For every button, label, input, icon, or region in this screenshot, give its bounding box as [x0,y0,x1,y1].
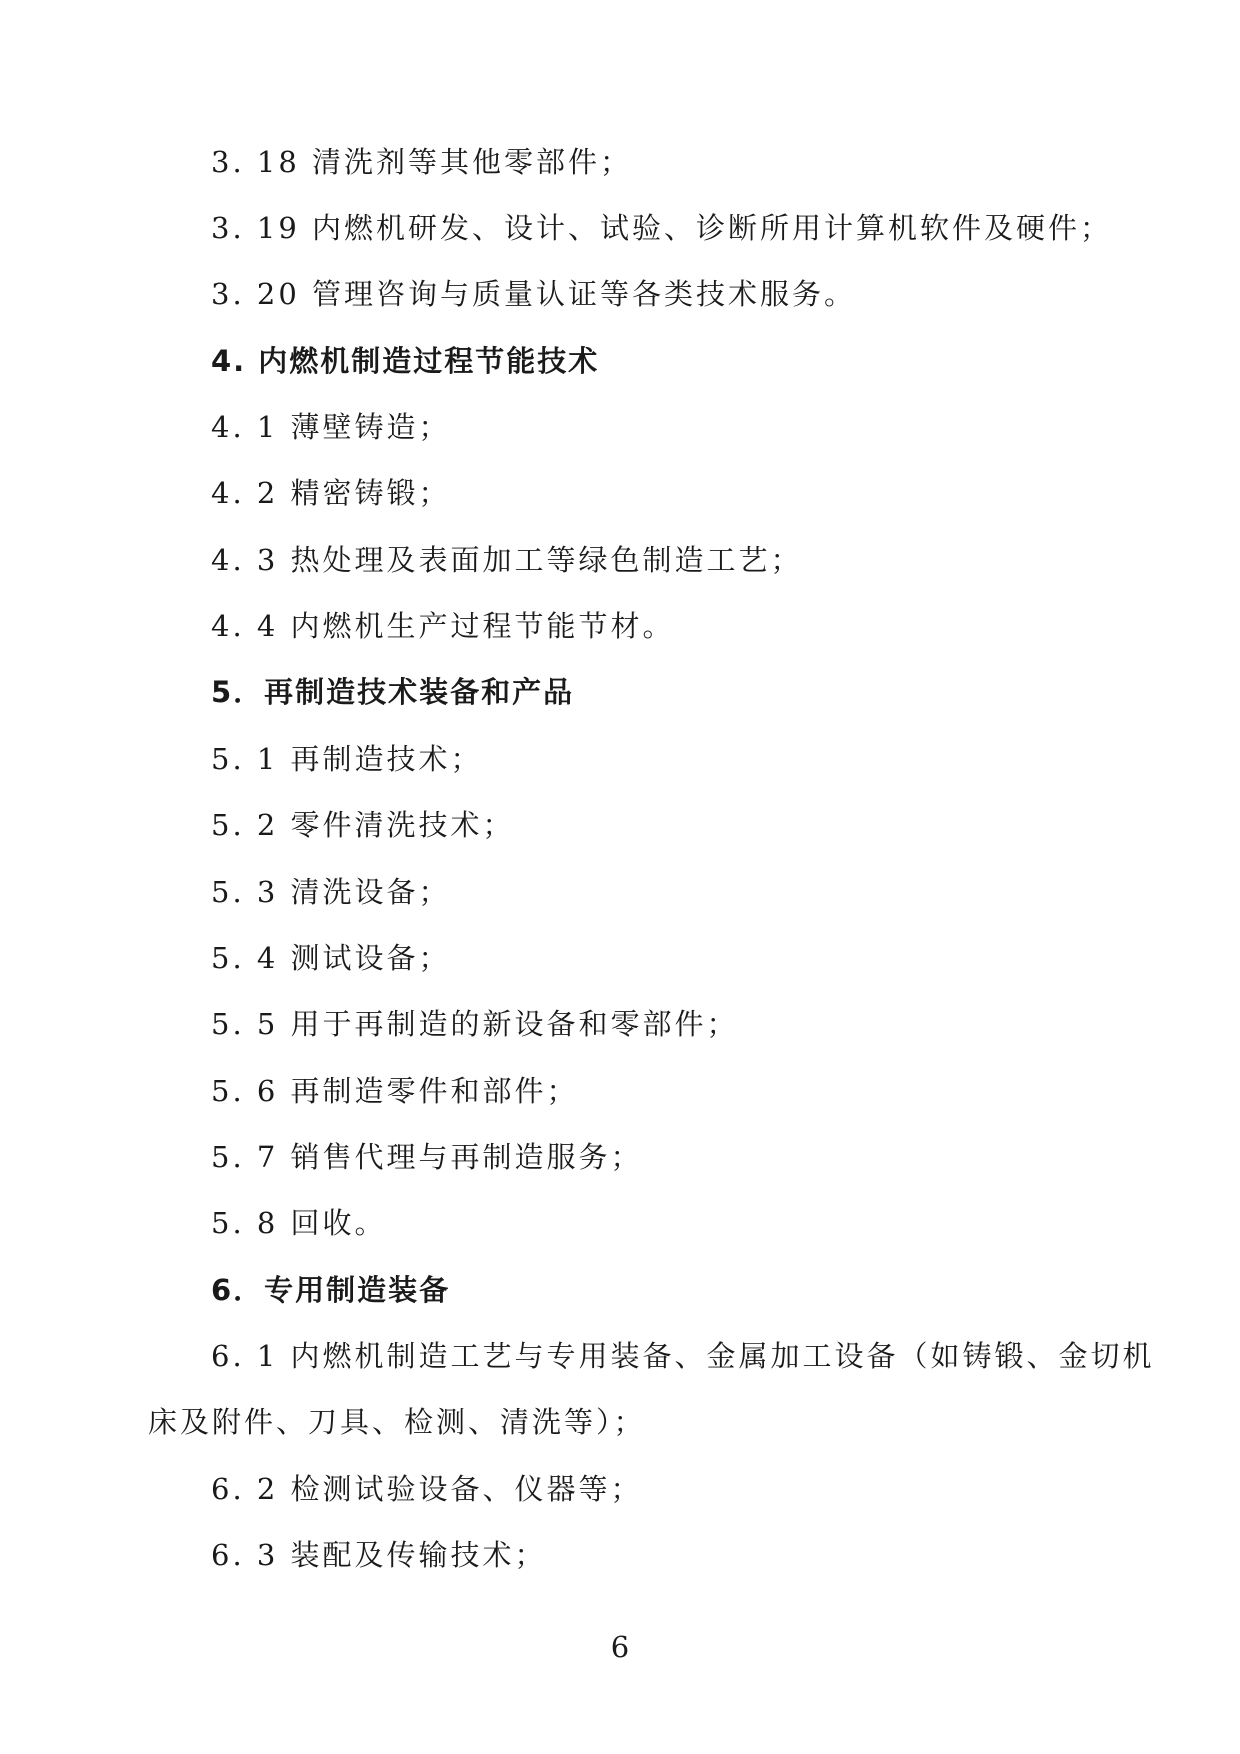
page-number: 6 [610,1630,630,1664]
list-item-5-2: 5. 2 零件清洗技术； [211,808,515,842]
list-item-5-6: 5. 6 再制造零件和部件； [211,1074,579,1108]
list-item-5-3: 5. 3 清洗设备； [211,875,451,909]
list-item-4-3: 4. 3 热处理及表面加工等绿色制造工艺； [211,543,803,577]
list-item-4-4: 4. 4 内燃机生产过程节能节材。 [211,609,675,643]
list-item-5-5: 5. 5 用于再制造的新设备和零部件； [211,1007,739,1041]
list-item-5-8: 5. 8 回收。 [211,1206,387,1240]
list-item-4-2: 4. 2 精密铸锻； [211,476,451,510]
list-item-3-18: 3. 18 清洗剂等其他零部件； [211,145,633,179]
section-heading-5: 5．再制造技术装备和产品 [211,675,575,709]
list-item-4-1: 4. 1 薄壁铸造； [211,410,451,444]
list-item-3-20: 3. 20 管理咨询与质量认证等各类技术服务。 [211,277,857,311]
list-item-6-3: 6. 3 装配及传输技术； [211,1538,547,1572]
list-item-3-19: 3. 19 内燃机研发、设计、试验、诊断所用计算机软件及硬件； [211,211,1113,245]
list-item-6-1: 6. 1 内燃机制造工艺与专用装备、金属加工设备（如铸锻、金切机 [211,1339,1155,1373]
list-item-5-7: 5. 7 销售代理与再制造服务； [211,1140,643,1174]
section-heading-6: 6．专用制造装备 [211,1273,451,1307]
list-item-6-2: 6. 2 检测试验设备、仪器等； [211,1472,643,1506]
section-heading-4: 4. 内燃机制造过程节能技术 [211,344,600,378]
list-item-5-1: 5. 1 再制造技术； [211,742,483,776]
list-item-5-4: 5. 4 测试设备； [211,941,451,975]
list-item-6-1-continued: 床及附件、刀具、检测、清洗等）； [148,1405,646,1439]
